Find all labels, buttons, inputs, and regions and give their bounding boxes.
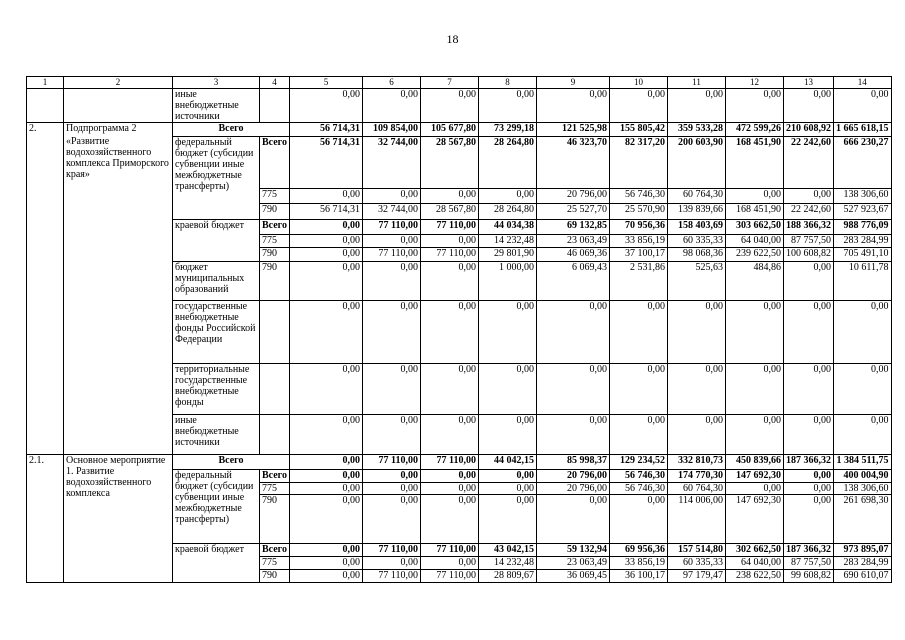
value-cell: 97 179,47	[668, 570, 726, 583]
value-cell: 0,00	[290, 89, 363, 123]
value-cell: 0,00	[479, 364, 537, 415]
code-cell: 775	[260, 557, 290, 570]
value-cell: 0,00	[610, 495, 668, 544]
value-cell: 33 856,19	[610, 557, 668, 570]
value-cell: 200 603,90	[668, 137, 726, 189]
code-cell: Всего	[260, 544, 290, 557]
value-cell: 0,00	[784, 262, 834, 301]
value-cell: 2 531,86	[610, 262, 668, 301]
code-cell	[260, 89, 290, 123]
value-cell: 0,00	[363, 262, 421, 301]
value-cell: 59 132,94	[537, 544, 610, 557]
source-label: иные внебюджетные источники	[173, 89, 260, 123]
code-cell	[260, 364, 290, 415]
value-cell: 472 599,26	[726, 123, 784, 137]
value-cell: 0,00	[290, 495, 363, 544]
value-cell: 0,00	[726, 415, 784, 455]
value-cell: 0,00	[421, 301, 479, 364]
value-cell: 22 242,60	[784, 137, 834, 189]
code-cell	[260, 415, 290, 455]
value-cell: 0,00	[784, 189, 834, 204]
value-cell: 147 692,30	[726, 470, 784, 483]
value-cell: 0,00	[784, 470, 834, 483]
value-cell: 690 610,07	[834, 570, 892, 583]
value-cell: 56 746,30	[610, 483, 668, 495]
value-cell: 114 006,00	[668, 495, 726, 544]
value-cell: 20 796,00	[537, 470, 610, 483]
value-cell: 0,00	[421, 89, 479, 123]
value-cell: 56 714,31	[290, 204, 363, 220]
value-cell: 77 110,00	[363, 570, 421, 583]
value-cell: 0,00	[610, 89, 668, 123]
value-cell: 109 854,00	[363, 123, 421, 137]
value-cell: 168 451,90	[726, 204, 784, 220]
subprogram-2-row	[27, 123, 892, 137]
value-cell: 0,00	[363, 483, 421, 495]
value-cell: 105 677,80	[421, 123, 479, 137]
code-cell: Всего	[260, 470, 290, 483]
value-cell: 139 839,66	[668, 204, 726, 220]
value-cell: 168 451,90	[726, 137, 784, 189]
value-cell: 60 764,30	[668, 483, 726, 495]
value-cell: 155 805,42	[610, 123, 668, 137]
header-row	[27, 77, 892, 89]
source-label: федеральный бюджет (субсидии субвенции иные межбюджетные трансферты)	[173, 470, 260, 544]
code-cell	[260, 301, 290, 364]
header-cell: 13	[784, 77, 834, 89]
code-cell: 790	[260, 262, 290, 301]
value-cell: 64 040,00	[726, 557, 784, 570]
value-cell: 0,00	[290, 301, 363, 364]
value-cell: 28 567,80	[421, 137, 479, 189]
value-cell: 0,00	[726, 483, 784, 495]
value-cell: 77 110,00	[363, 544, 421, 557]
value-cell: 283 284,99	[834, 235, 892, 248]
value-cell: 0,00	[363, 235, 421, 248]
value-cell: 187 366,32	[784, 544, 834, 557]
value-cell: 33 856,19	[610, 235, 668, 248]
value-cell: 56 746,30	[610, 189, 668, 204]
value-cell: 138 306,60	[834, 189, 892, 204]
value-cell: 527 923,67	[834, 204, 892, 220]
value-cell: 77 110,00	[421, 220, 479, 235]
value-cell: 69 132,85	[537, 220, 610, 235]
value-cell: 0,00	[610, 301, 668, 364]
value-cell: 0,00	[784, 495, 834, 544]
value-cell: 0,00	[668, 415, 726, 455]
budget-table	[26, 76, 892, 583]
value-cell: 1 384 511,75	[834, 455, 892, 470]
value-cell: 0,00	[290, 470, 363, 483]
value-cell: 14 232,48	[479, 557, 537, 570]
value-cell: 0,00	[290, 364, 363, 415]
value-cell: 25 527,70	[537, 204, 610, 220]
value-cell: 0,00	[421, 235, 479, 248]
source-label: федеральный бюджет (субсидии субвенции иные межбюджетные трансферты)	[173, 137, 260, 220]
header-cell: 12	[726, 77, 784, 89]
value-cell: 0,00	[479, 415, 537, 455]
code-cell: 775	[260, 235, 290, 248]
value-cell: 666 230,27	[834, 137, 892, 189]
subprogram-title: Подпрограмма 2	[66, 123, 137, 134]
header-cell: 14	[834, 77, 892, 89]
value-cell: 36 069,45	[537, 570, 610, 583]
value-cell: 23 063,49	[537, 557, 610, 570]
value-cell: 0,00	[479, 89, 537, 123]
page-number: 18	[446, 32, 459, 46]
value-cell: 332 810,73	[668, 455, 726, 470]
value-cell: 0,00	[537, 415, 610, 455]
value-cell: 0,00	[668, 89, 726, 123]
value-cell: 484,86	[726, 262, 784, 301]
header-cell: 8	[479, 77, 537, 89]
value-cell: 56 714,31	[290, 123, 363, 137]
value-cell: 0,00	[834, 89, 892, 123]
value-cell: 450 839,66	[726, 455, 784, 470]
subprogram-name	[64, 123, 173, 455]
value-cell: 0,00	[537, 495, 610, 544]
source-label: бюджет муниципальных образований	[173, 262, 260, 301]
subprogram-description: «Развитие водохозяйственного комплекса Приморского края»	[66, 136, 169, 180]
value-cell: 23 063,49	[537, 235, 610, 248]
value-cell: 188 366,32	[784, 220, 834, 235]
value-cell: 20 796,00	[537, 483, 610, 495]
value-cell: 100 608,82	[784, 248, 834, 262]
value-cell: 705 491,10	[834, 248, 892, 262]
value-cell: 0,00	[363, 495, 421, 544]
value-cell: 28 567,80	[421, 204, 479, 220]
code-cell: Всего	[260, 220, 290, 235]
value-cell: 0,00	[537, 364, 610, 415]
value-cell: 87 757,50	[784, 557, 834, 570]
value-cell: 64 040,00	[726, 235, 784, 248]
value-cell: 69 956,36	[610, 544, 668, 557]
value-cell: 0,00	[668, 364, 726, 415]
code-cell: 790	[260, 248, 290, 262]
row-number: 2.1.	[27, 455, 64, 583]
value-cell: 0,00	[363, 470, 421, 483]
value-cell: 82 317,20	[610, 137, 668, 189]
value-cell: 56 746,30	[610, 470, 668, 483]
value-cell: 77 110,00	[421, 544, 479, 557]
value-cell: 10 611,78	[834, 262, 892, 301]
header-cell: 10	[610, 77, 668, 89]
value-cell: 988 776,09	[834, 220, 892, 235]
value-cell: 0,00	[834, 415, 892, 455]
value-cell: 138 306,60	[834, 483, 892, 495]
value-cell: 239 622,50	[726, 248, 784, 262]
value-cell: 0,00	[421, 495, 479, 544]
header-cell: 1	[27, 77, 64, 89]
value-cell: 20 796,00	[537, 189, 610, 204]
value-cell: 22 242,60	[784, 204, 834, 220]
value-cell: 1 665 618,15	[834, 123, 892, 137]
value-cell: 0,00	[363, 189, 421, 204]
value-cell: 77 110,00	[421, 455, 479, 470]
value-cell: 129 234,52	[610, 455, 668, 470]
code-cell: 790	[260, 495, 290, 544]
value-cell: 359 533,28	[668, 123, 726, 137]
value-cell: 37 100,17	[610, 248, 668, 262]
value-cell: 303 662,50	[726, 220, 784, 235]
value-cell: 0,00	[290, 557, 363, 570]
value-cell: 0,00	[784, 415, 834, 455]
value-cell: 0,00	[363, 557, 421, 570]
main-event-name: Основное мероприятие 1. Развитие водохозяйственного комплекса	[64, 455, 173, 583]
value-cell: 0,00	[834, 301, 892, 364]
value-cell: 0,00	[363, 301, 421, 364]
value-cell: 0,00	[290, 220, 363, 235]
value-cell: 77 110,00	[363, 220, 421, 235]
header-cell: 7	[421, 77, 479, 89]
name-cell	[64, 89, 173, 123]
value-cell: 0,00	[290, 262, 363, 301]
source-label: Всего	[173, 455, 290, 470]
header-cell: 9	[537, 77, 610, 89]
row-num-cell	[27, 89, 64, 123]
value-cell: 0,00	[834, 364, 892, 415]
header-cell: 3	[173, 77, 260, 89]
value-cell: 60 335,33	[668, 235, 726, 248]
value-cell: 400 004,90	[834, 470, 892, 483]
value-cell: 0,00	[726, 364, 784, 415]
value-cell: 0,00	[479, 189, 537, 204]
value-cell: 0,00	[784, 89, 834, 123]
value-cell: 157 514,80	[668, 544, 726, 557]
value-cell: 44 042,15	[479, 455, 537, 470]
value-cell: 99 608,82	[784, 570, 834, 583]
value-cell: 28 264,80	[479, 137, 537, 189]
code-cell: 790	[260, 570, 290, 583]
value-cell: 0,00	[784, 301, 834, 364]
value-cell: 187 366,32	[784, 455, 834, 470]
value-cell: 87 757,50	[784, 235, 834, 248]
value-cell: 77 110,00	[421, 570, 479, 583]
value-cell: 973 895,07	[834, 544, 892, 557]
value-cell: 0,00	[363, 89, 421, 123]
value-cell: 0,00	[610, 415, 668, 455]
value-cell: 0,00	[421, 364, 479, 415]
value-cell: 32 744,00	[363, 204, 421, 220]
value-cell: 0,00	[421, 262, 479, 301]
value-cell: 36 100,17	[610, 570, 668, 583]
header-cell: 2	[64, 77, 173, 89]
value-cell: 0,00	[290, 570, 363, 583]
header-cell: 4	[260, 77, 290, 89]
value-cell: 0,00	[479, 483, 537, 495]
code-cell: 775	[260, 189, 290, 204]
value-cell: 44 034,38	[479, 220, 537, 235]
value-cell: 28 809,67	[479, 570, 537, 583]
value-cell: 302 662,50	[726, 544, 784, 557]
value-cell: 0,00	[421, 189, 479, 204]
value-cell: 77 110,00	[363, 455, 421, 470]
value-cell: 46 069,36	[537, 248, 610, 262]
code-cell: Всего	[260, 137, 290, 189]
value-cell: 0,00	[537, 301, 610, 364]
value-cell: 0,00	[290, 248, 363, 262]
value-cell: 0,00	[479, 495, 537, 544]
value-cell: 210 608,92	[784, 123, 834, 137]
value-cell: 0,00	[726, 301, 784, 364]
value-cell: 73 299,18	[479, 123, 537, 137]
value-cell: 60 764,30	[668, 189, 726, 204]
value-cell: 85 998,37	[537, 455, 610, 470]
header-cell: 11	[668, 77, 726, 89]
value-cell: 0,00	[784, 364, 834, 415]
value-cell: 70 956,36	[610, 220, 668, 235]
source-label: краевой бюджет	[173, 544, 260, 583]
table-row	[27, 89, 892, 123]
value-cell: 29 801,90	[479, 248, 537, 262]
value-cell: 6 069,43	[537, 262, 610, 301]
value-cell: 28 264,80	[479, 204, 537, 220]
value-cell: 0,00	[610, 364, 668, 415]
value-cell: 0,00	[363, 415, 421, 455]
value-cell: 0,00	[784, 483, 834, 495]
value-cell: 0,00	[290, 483, 363, 495]
value-cell: 174 770,30	[668, 470, 726, 483]
value-cell: 121 525,98	[537, 123, 610, 137]
row-number: 2.	[27, 123, 64, 455]
value-cell: 0,00	[479, 470, 537, 483]
value-cell: 56 714,31	[290, 137, 363, 189]
value-cell: 0,00	[726, 189, 784, 204]
source-label: иные внебюджетные источники	[173, 415, 260, 455]
value-cell: 158 403,69	[668, 220, 726, 235]
value-cell: 46 323,70	[537, 137, 610, 189]
value-cell: 0,00	[421, 470, 479, 483]
value-cell: 43 042,15	[479, 544, 537, 557]
value-cell: 0,00	[421, 415, 479, 455]
value-cell: 0,00	[363, 364, 421, 415]
value-cell: 0,00	[290, 544, 363, 557]
value-cell: 0,00	[290, 189, 363, 204]
value-cell: 525,63	[668, 262, 726, 301]
value-cell: 0,00	[537, 89, 610, 123]
value-cell: 0,00	[290, 235, 363, 248]
value-cell: 77 110,00	[421, 248, 479, 262]
value-cell: 1 000,00	[479, 262, 537, 301]
value-cell: 14 232,48	[479, 235, 537, 248]
value-cell: 77 110,00	[363, 248, 421, 262]
source-label: государственные внебюджетные фонды Российской Федерации	[173, 301, 260, 364]
code-cell: 790	[260, 204, 290, 220]
source-label: территориальные государственные внебюджетные фонды	[173, 364, 260, 415]
value-cell: 0,00	[668, 301, 726, 364]
value-cell: 261 698,30	[834, 495, 892, 544]
value-cell: 147 692,30	[726, 495, 784, 544]
source-label: краевой бюджет	[173, 220, 260, 262]
value-cell: 60 335,33	[668, 557, 726, 570]
value-cell: 0,00	[421, 557, 479, 570]
source-label: Всего	[173, 123, 290, 137]
main-event-row	[27, 455, 892, 470]
value-cell: 0,00	[726, 89, 784, 123]
value-cell: 98 068,36	[668, 248, 726, 262]
header-cell: 5	[290, 77, 363, 89]
value-cell: 283 284,99	[834, 557, 892, 570]
code-cell: 775	[260, 483, 290, 495]
header-cell: 6	[363, 77, 421, 89]
value-cell: 0,00	[290, 415, 363, 455]
value-cell: 0,00	[290, 455, 363, 470]
value-cell: 32 744,00	[363, 137, 421, 189]
value-cell: 238 622,50	[726, 570, 784, 583]
value-cell: 0,00	[479, 301, 537, 364]
value-cell: 25 570,90	[610, 204, 668, 220]
value-cell: 0,00	[421, 483, 479, 495]
